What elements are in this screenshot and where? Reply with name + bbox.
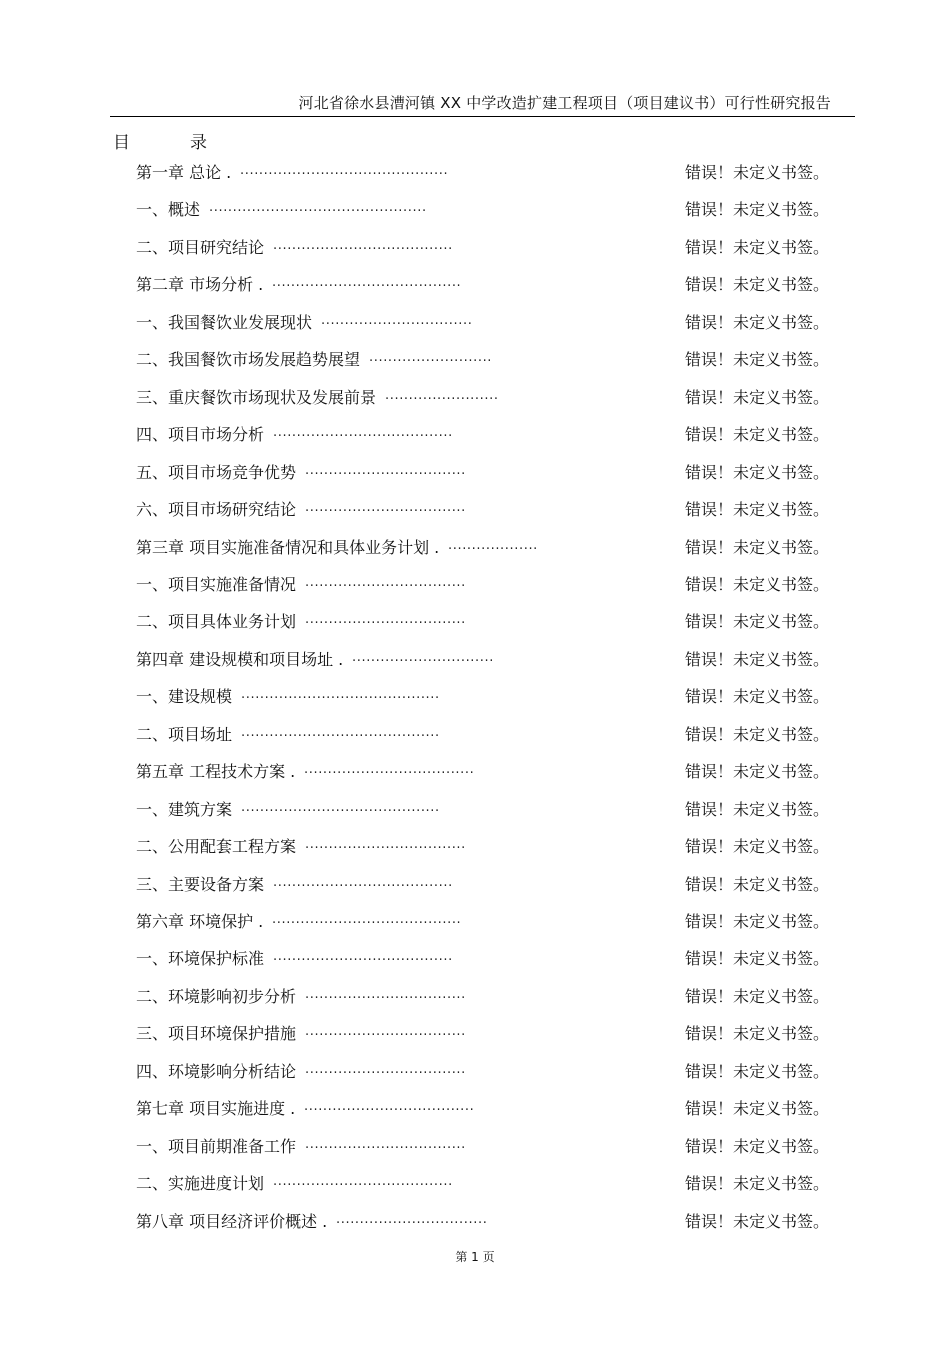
toc-entry[interactable]: [136, 311, 856, 335]
toc-entry[interactable]: [136, 910, 856, 934]
toc-entry-page: 错误！未定义书签。: [685, 163, 830, 182]
toc-entry-leader: ..........................................: [241, 687, 440, 703]
toc-entry-leader: ......................................: [273, 1174, 453, 1190]
toc-entry-page: 错误！未定义书签。: [685, 986, 830, 1006]
toc-entry-leader: ..................................: [305, 986, 466, 1002]
toc-entry-label: 二、实施进度计划: [136, 1174, 265, 1194]
toc-entry[interactable]: [136, 1172, 856, 1196]
toc-entry-label: 二、项目具体业务计划: [136, 612, 297, 632]
toc-entry-label: 四、环境影响分析结论: [136, 1061, 297, 1081]
toc-entry[interactable]: [136, 573, 856, 597]
toc-entry-leader: ................................: [336, 1211, 488, 1227]
toc-entry-label: 第二章 市场分析 .: [136, 275, 264, 295]
toc-entry-leader: ..............................: [352, 649, 494, 665]
toc-heading: [113, 128, 207, 153]
toc-entry-page: 错误！未定义书签。: [685, 799, 830, 819]
toc-entry-page: 错误！未定义书签。: [685, 949, 830, 969]
header-title: 河北省徐水县漕河镇 XX 中学改造扩建工程项目（项目建议书）可行性研究报告: [298, 94, 831, 112]
toc-entry-label: 三、项目环境保护措施: [136, 1024, 297, 1044]
toc-entry-page: 错误！未定义书签。: [685, 387, 830, 407]
toc-entry-leader: ............................................: [240, 163, 449, 178]
toc-entry[interactable]: [136, 723, 856, 747]
page-header: [110, 88, 855, 117]
toc-entry-leader: ......................................: [273, 874, 453, 890]
toc-entry-label: 一、建设规模: [136, 687, 233, 707]
toc-entry-page: 错误！未定义书签。: [685, 1211, 830, 1231]
toc-entry-leader: ..................................: [305, 612, 466, 628]
toc-entry-page: 错误！未定义书签。: [685, 837, 830, 857]
toc-entry-label: 第一章 总论 .: [136, 163, 232, 182]
toc-entry-label: 一、项目前期准备工作: [136, 1136, 297, 1156]
toc-entry-label: 第六章 环境保护 .: [136, 912, 264, 931]
toc-entry[interactable]: [136, 461, 856, 485]
toc-entry[interactable]: [136, 1097, 856, 1121]
toc-entry[interactable]: [136, 273, 856, 297]
toc-entry[interactable]: [136, 198, 856, 222]
toc-entry-page: 错误！未定义书签。: [685, 1099, 830, 1119]
toc-entry-leader: ..................................: [305, 574, 466, 590]
toc-entry[interactable]: [136, 1022, 856, 1046]
toc-entry-label: 一、建筑方案: [136, 799, 233, 819]
toc-entry-leader: ..................................: [305, 1024, 466, 1040]
toc-entry-page: 错误！未定义书签。: [685, 724, 830, 744]
toc-entry-page: 错误！未定义书签。: [685, 1061, 830, 1081]
toc-heading-char-2: 录: [190, 133, 207, 153]
toc-entry-leader: ....................................: [304, 762, 475, 778]
toc-entry-leader: ....................................: [304, 1099, 475, 1115]
toc-entry-label: 第四章 建设规模和项目场址 .: [136, 649, 344, 669]
toc-entry[interactable]: [136, 348, 856, 372]
toc-entry-page: 错误！未定义书签。: [685, 275, 830, 295]
toc-entry-leader: ..................................: [305, 837, 466, 853]
toc-entry-label: 一、项目实施准备情况: [136, 574, 297, 594]
toc-entry-label: 二、项目研究结论: [136, 237, 265, 257]
toc-entry-label: 第八章 项目经济评价概述 .: [136, 1211, 328, 1231]
toc-entry-leader: ..................................: [305, 1136, 466, 1152]
toc-entry-page: 错误！未定义书签。: [685, 1174, 830, 1194]
toc-entry-label: 二、环境影响初步分析: [136, 986, 297, 1006]
toc-entry[interactable]: [136, 610, 856, 634]
toc-entry-page: 错误！未定义书签。: [685, 574, 830, 594]
toc-entry-label: 二、项目场址: [136, 724, 233, 744]
toc-entry[interactable]: [136, 1060, 856, 1084]
toc-entry-leader: ........................: [385, 387, 499, 403]
toc-entry-leader: ......................................: [273, 949, 453, 965]
toc-entry-page: 错误！未定义书签。: [685, 537, 830, 557]
toc-entry-label: 一、环境保护标准: [136, 949, 265, 969]
toc-entry-leader: ..........................................: [241, 799, 440, 815]
toc-entry-label: 五、项目市场竞争优势: [136, 462, 297, 482]
toc-entry[interactable]: [136, 835, 856, 859]
toc-entry-leader: ..............................................: [209, 200, 427, 216]
toc-entry[interactable]: [136, 423, 856, 447]
toc-entry-page: 错误！未定义书签。: [685, 312, 830, 332]
toc-entry-leader: ..................................: [305, 1061, 466, 1077]
toc-entry-leader: ..........................................: [241, 724, 440, 740]
toc-entry[interactable]: [136, 386, 856, 410]
toc-entry[interactable]: [136, 236, 856, 260]
toc-entry[interactable]: [136, 648, 856, 672]
toc-entry-page: 错误！未定义书签。: [685, 1136, 830, 1156]
toc-entry[interactable]: [136, 161, 856, 185]
toc-entry-label: 六、项目市场研究结论: [136, 500, 297, 520]
toc-entry-page: 错误！未定义书签。: [685, 612, 830, 632]
toc-entry[interactable]: [136, 1135, 856, 1159]
toc-entry-page: 错误！未定义书签。: [685, 762, 830, 782]
toc-heading-char-1: 目: [113, 133, 130, 153]
toc-entry[interactable]: [136, 685, 856, 709]
toc-entry-leader: ......................................: [273, 425, 453, 441]
toc-entry-leader: ..................................: [305, 500, 466, 516]
toc-entry-label: 二、我国餐饮市场发展趋势展望: [136, 350, 361, 370]
toc-entry-label: 一、我国餐饮业发展现状: [136, 312, 313, 332]
toc-entry-leader: ..................................: [305, 462, 466, 478]
toc-entry-leader: ........................................: [272, 912, 462, 927]
toc-entry[interactable]: [136, 1210, 856, 1234]
toc-entry[interactable]: [136, 873, 856, 897]
toc-entry-page: 错误！未定义书签。: [685, 687, 830, 707]
toc-entry[interactable]: [136, 985, 856, 1009]
toc-entry-page: 错误！未定义书签。: [685, 237, 830, 257]
toc-entry[interactable]: [136, 760, 856, 784]
toc-entry-page: 错误！未定义书签。: [685, 649, 830, 669]
toc-entry-page: 错误！未定义书签。: [685, 425, 830, 445]
toc-entry-label: 四、项目市场分析: [136, 425, 265, 445]
toc-entry-leader: ................................: [321, 312, 473, 328]
toc-entry-page: 错误！未定义书签。: [685, 912, 830, 931]
toc-entry-label: 三、主要设备方案: [136, 874, 265, 894]
toc-entry-leader: ...................: [448, 537, 538, 553]
toc-entry-page: 错误！未定义书签。: [685, 500, 830, 520]
toc-entry[interactable]: [136, 498, 856, 522]
toc-entry-label: 二、公用配套工程方案: [136, 837, 297, 857]
toc-entry-leader: ........................................: [272, 275, 462, 291]
toc-entry-page: 错误！未定义书签。: [685, 874, 830, 894]
toc-entry-label: 第七章 项目实施进度 .: [136, 1099, 296, 1119]
toc-entry[interactable]: [136, 536, 856, 560]
toc-entry-page: 错误！未定义书签。: [685, 462, 830, 482]
toc-entry-page: 错误！未定义书签。: [685, 200, 830, 220]
toc-entry-label: 第五章 工程技术方案 .: [136, 762, 296, 782]
toc-entry[interactable]: [136, 798, 856, 822]
toc-entry-label: 第三章 项目实施准备情况和具体业务计划 .: [136, 537, 440, 557]
page-number: 第 1 页: [455, 1250, 495, 1264]
toc-entry-leader: ......................................: [273, 237, 453, 253]
toc-entry-page: 错误！未定义书签。: [685, 350, 830, 370]
toc-entry-label: 一、概述: [136, 200, 201, 220]
toc-entry-page: 错误！未定义书签。: [685, 1024, 830, 1044]
toc-entry-label: 三、重庆餐饮市场现状及发展前景: [136, 387, 377, 407]
toc-entry[interactable]: [136, 947, 856, 971]
toc-entry-leader: ..........................: [369, 350, 493, 366]
page-footer: [0, 1248, 950, 1265]
